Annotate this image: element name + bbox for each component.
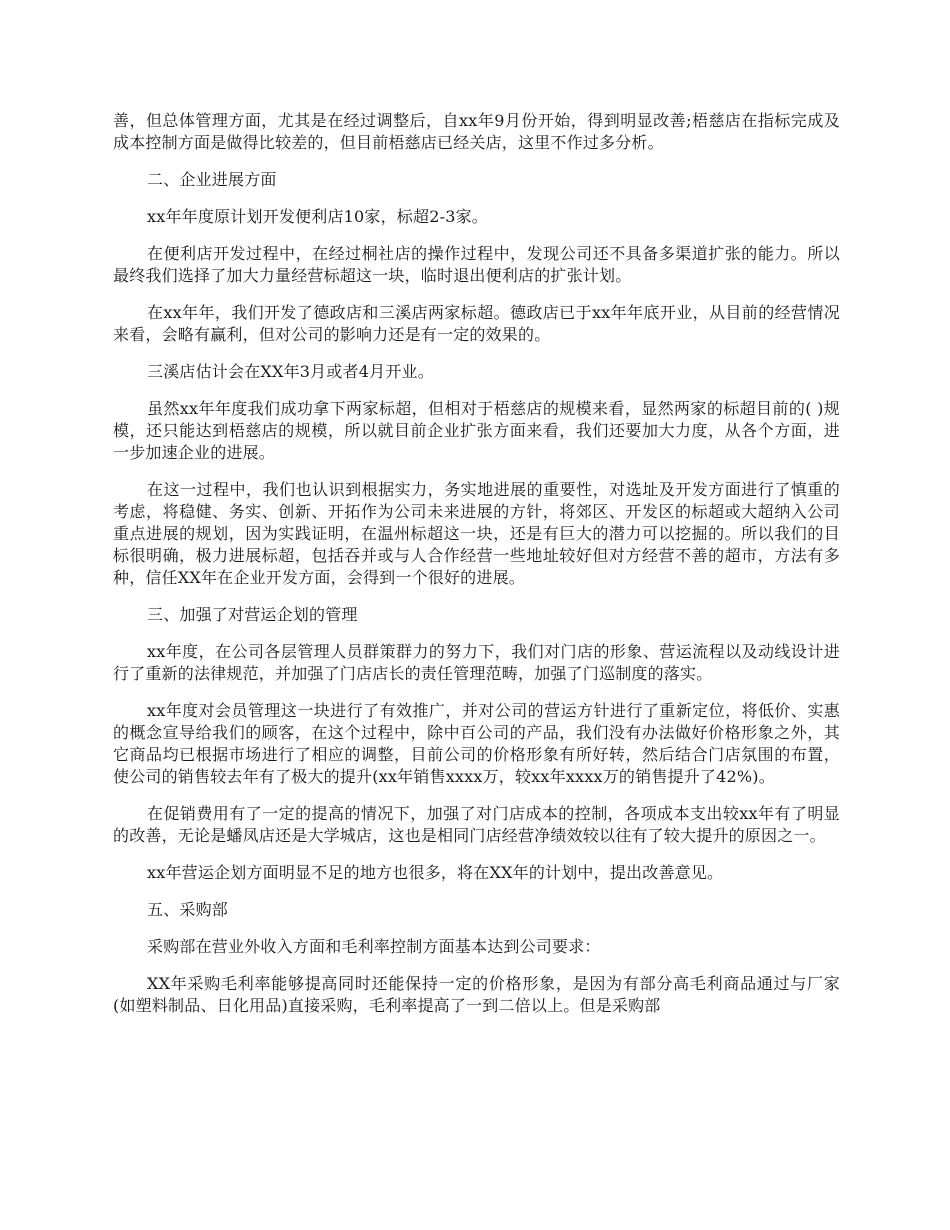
- paragraph: 采购部在营业外收入方面和毛利率控制方面基本达到公司要求：: [147, 937, 601, 956]
- paragraph: 虽然xx年年度我们成功拿下两家标超，但相对于梧慈店的规模来看，显然两家的标超目前的( )规模，还只能达到梧慈店的规模，所以就目前企业扩张方面来看，我们还要加大力度，从各个方面，进一步加速企业的进展。: [113, 399, 840, 462]
- paragraph: XX年采购毛利率能够提高同时还能保持一定的价格形象，是因为有部分高毛利商品通过与厂家(如塑料制品、日化用品)直接采购，毛利率提高了一到二倍以上。但是采购部: [113, 974, 840, 1015]
- paragraph-continued: 善，但总体管理方面，尤其是在经过调整后，自xx年9月份开始，得到明显改善;梧慈店在指标完成及成本控制方面是做得比较差的，但目前梧慈店已经关店，这里不作过多分析。: [113, 111, 840, 152]
- paragraph: 在促销费用有了一定的提高的情况下，加强了对门店成本的控制，各项成本支出较xx年有了明显的改善，无论是蟠凤店还是大学城店，这也是相同门店经营净绩效较以往有了较大提升的原因之一。: [113, 804, 840, 845]
- paragraph: 在便利店开发过程中，在经过桐社店的操作过程中，发现公司还不具备多渠道扩张的能力。所以最终我们选择了加大力量经营标超这一块，临时退出便利店的扩张计划。: [113, 244, 840, 285]
- section-heading-purchasing: 五、采购部: [147, 900, 229, 919]
- document-page: [113, 110, 840, 1032]
- paragraph: xx年度对会员管理这一块进行了有效推广，并对公司的营运方针进行了重新定位，将低价、实惠的概念宣导给我们的顾客，在这个过程中，除中百公司的产品，我们没有办法做好价格形象之外，其它商品均已根据市场进行了相应的调整，目前公司的价格形象有所好转，然后结合门店氛围的布置，使公司的销售较去年有了极大的提升(xx年销售xxxx万，较xx年xxxx万的销售提升了42%)。: [113, 701, 840, 786]
- paragraph: xx年度，在公司各层管理人员群策群力的努力下，我们对门店的形象、营运流程以及动线设计进行了重新的法律规范，并加强了门店店长的责任管理范畴，加强了门巡制度的落实。: [113, 642, 840, 683]
- paragraph: xx年年度原计划开发便利店10家，标超2-3家。: [147, 207, 488, 226]
- section-heading-development: 二、企业进展方面: [147, 170, 277, 189]
- paragraph: 在xx年年，我们开发了德政店和三溪店两家标超。德政店已于xx年年底开业，从目前的经营情况来看，会略有赢利，但对公司的影响力还是有一定的效果的。: [113, 303, 840, 344]
- paragraph: 在这一过程中，我们也认识到根据实力，务实地进展的重要性，对选址及开发方面进行了慎重的考虑，将稳健、务实、创新、开拓作为公司未来进展的方针，将郊区、开发区的标超或大超纳入公司重点进展的规划，因为实践证明，在温州标超这一块，还是有巨大的潜力可以挖掘的。所以我们的目标很明确，极力进展标超，包括吞并或与人合作经营一些地址较好但对方经营不善的超市，方法有多种，信任XX年在企业开发方面，会得到一个很好的进展。: [113, 480, 840, 587]
- section-heading-operations: 三、加强了对营运企划的管理: [147, 605, 358, 624]
- paragraph: xx年营运企划方面明显不足的地方也很多，将在XX年的计划中，提出改善意见。: [147, 863, 724, 882]
- paragraph: 三溪店估计会在XX年3月或者4月开业。: [147, 362, 434, 381]
